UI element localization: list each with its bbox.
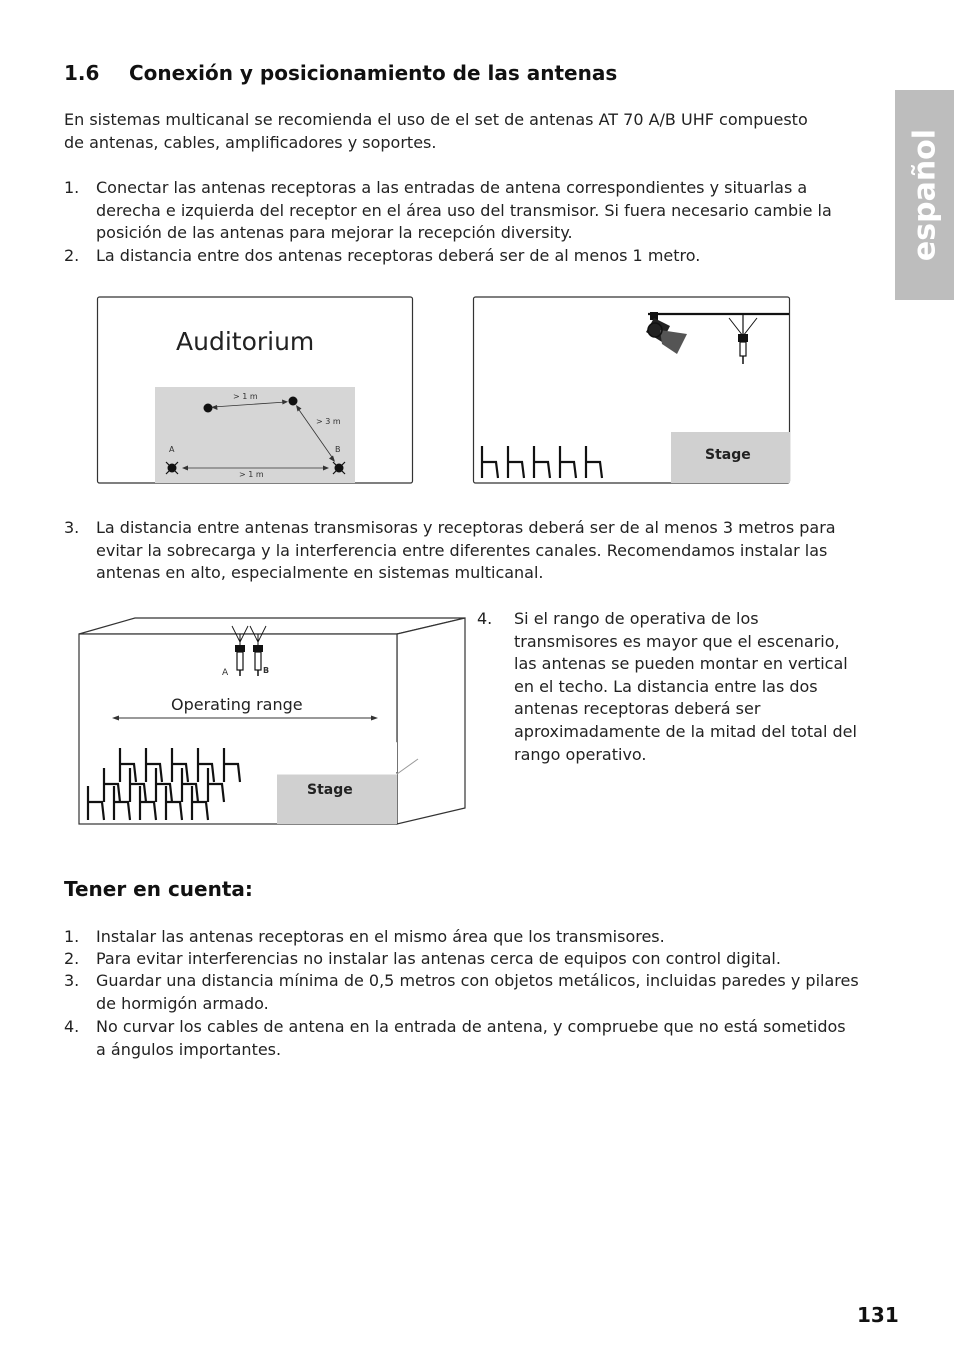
- step-1-text: Conectar las antenas receptoras a las entradas de antena correspondientes y situarlas a derecha e izquierda del receptor en el área uso del transmisor. Si fuera necesario cambie la posición de las antenas para mejorar la recepción diversity.: [96, 178, 832, 243]
- step-4-number: 4.: [477, 609, 493, 628]
- step-2-text: La distancia entre dos antenas receptoras deberá ser de al menos 1 metro.: [96, 246, 701, 265]
- notes-heading: Tener en cuenta:: [64, 877, 253, 901]
- step-2-number: 2.: [64, 246, 80, 265]
- stage-label: Stage: [705, 447, 751, 463]
- distance-top-label: > 1 m: [233, 392, 258, 401]
- transmitter-dot: [289, 397, 298, 406]
- antenna-a-icon: [166, 462, 178, 474]
- stage-diagram: [472, 296, 791, 485]
- operating-range-label: Operating range: [171, 695, 303, 714]
- antenna-a-label: A: [222, 668, 229, 678]
- distance-diagonal-label: > 3 m: [316, 417, 341, 426]
- distance-bottom-label: > 1 m: [239, 470, 264, 479]
- auditorium-title: Auditorium: [176, 327, 315, 356]
- note-1-text: Instalar las antenas receptoras en el mismo área que los transmisores.: [96, 927, 665, 946]
- note-3-number: 3.: [64, 971, 80, 990]
- section-title: Conexión y posicionamiento de las antenas: [129, 61, 618, 85]
- step-3-number: 3.: [64, 518, 80, 537]
- auditorium-diagram: [96, 296, 414, 485]
- antenna-b-label: B: [263, 666, 270, 675]
- antenna-a-label: A: [169, 445, 175, 454]
- operating-range-diagram: [78, 612, 466, 828]
- transmitter-dot: [204, 404, 213, 413]
- note-3-text: Guardar una distancia mínima de 0,5 metros con objetos metálicos, incluidas paredes y pilares de hormigón armado.: [96, 971, 859, 1013]
- step-1-number: 1.: [64, 178, 80, 197]
- page-number: 131: [857, 1303, 899, 1327]
- note-2-text: Para evitar interferencias no instalar las antenas cerca de equipos con control digital.: [96, 949, 781, 968]
- step-3-text: La distancia entre antenas transmisoras y receptoras deberá ser de al menos 3 metros para evitar la sobrecarga y la interferencia entre diferentes canales. Recomendamos instalar las antenas en alto, especialmente en sistemas multicanal.: [96, 518, 836, 583]
- stage-label: Stage: [307, 782, 353, 798]
- language-tab-label: español: [907, 128, 942, 262]
- note-1-number: 1.: [64, 927, 80, 946]
- language-tab: [895, 90, 954, 300]
- section-number: 1.6: [64, 61, 100, 85]
- note-2-number: 2.: [64, 949, 80, 968]
- note-4-text: No curvar los cables de antena en la entrada de antena, y compruebe que no está sometidos a ángulos importantes.: [96, 1017, 846, 1059]
- antenna-b-icon: [333, 462, 345, 474]
- step-4-text: Si el rango de operativa de los transmisores es mayor que el escenario, las antenas se pueden montar en vertical en el techo. La distancia entre las dos antenas receptoras deberá ser aproximadamente de la mitad del total del rango operativo.: [514, 609, 857, 764]
- antenna-b-label: B: [335, 445, 341, 454]
- intro-paragraph: En sistemas multicanal se recomienda el uso de el set de antenas AT 70 A/B UHF compuesto de antenas, cables, amplificadores y soportes.: [64, 110, 808, 152]
- note-4-number: 4.: [64, 1017, 80, 1036]
